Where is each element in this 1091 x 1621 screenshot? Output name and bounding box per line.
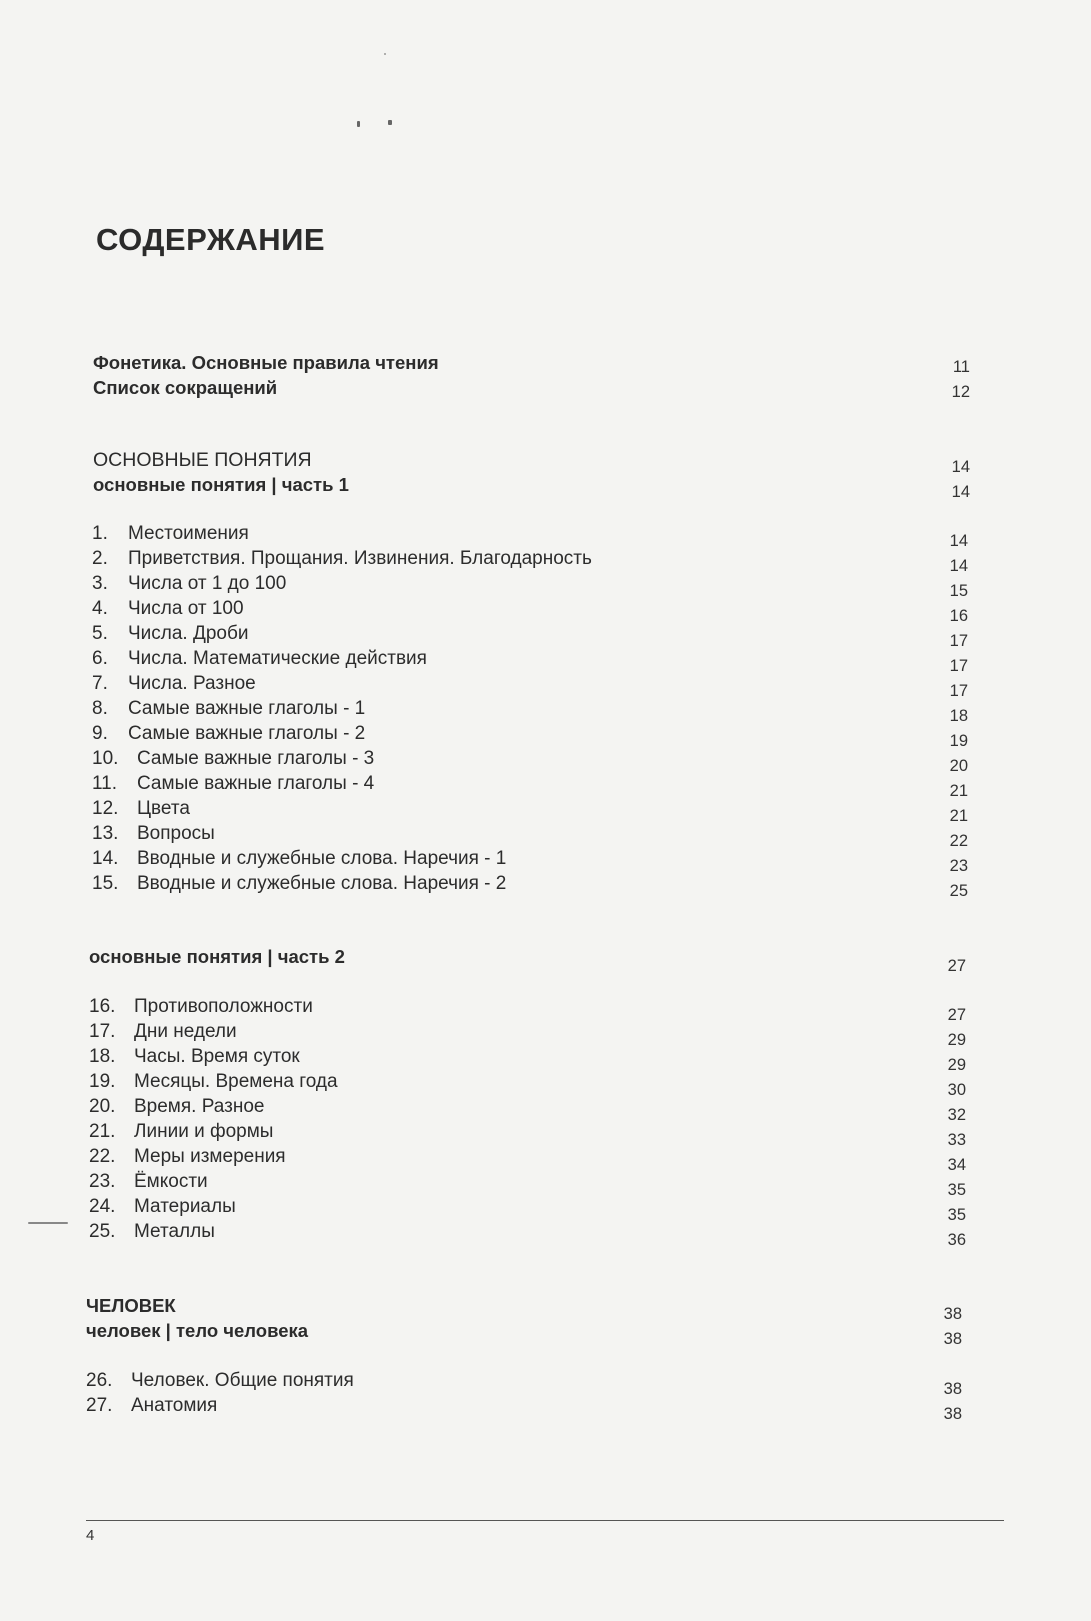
toc-page-number: 38	[943, 1380, 962, 1398]
toc-item-number: 21.	[89, 1121, 116, 1142]
toc-page-number: 27	[947, 957, 966, 975]
toc-page-number: 36	[947, 1231, 966, 1249]
toc-item	[0, 1196, 1091, 1222]
toc-page-number: 29	[947, 1056, 966, 1074]
toc-item	[0, 1046, 1091, 1072]
toc-item-title: Самые важные глаголы - 4	[137, 773, 375, 794]
toc-item	[0, 1395, 1091, 1421]
toc-item-number: 20.	[89, 1096, 116, 1117]
toc-item	[0, 648, 1091, 674]
toc-page-number: 18	[949, 707, 968, 725]
toc-page-number: 23	[949, 857, 968, 875]
toc-item	[0, 748, 1091, 774]
toc-item-title: Числа. Дроби	[128, 623, 249, 644]
page-title: СОДЕРЖАНИЕ	[96, 222, 326, 257]
toc-page-number: 17	[949, 682, 968, 700]
toc-item	[0, 548, 1091, 574]
toc-item-title: Анатомия	[131, 1395, 218, 1416]
toc-item-title: Числа. Математические действия	[128, 648, 427, 669]
toc-item-title: Дни недели	[134, 1021, 237, 1042]
toc-page-number: 35	[947, 1206, 966, 1224]
toc-item-title: ЧЕЛОВЕК	[86, 1295, 176, 1316]
toc-item	[0, 698, 1091, 724]
toc-item-title: Материалы	[134, 1196, 236, 1217]
toc-page-number: 17	[949, 657, 968, 675]
toc-item-number: 25.	[89, 1221, 116, 1242]
toc-page-number: 11	[952, 358, 970, 376]
toc-section-heading	[0, 1295, 1091, 1321]
scan-speck	[357, 121, 360, 127]
toc-page-number: 14	[949, 532, 968, 550]
page-number: 4	[86, 1527, 95, 1544]
toc-item-title: ОСНОВНЫЕ ПОНЯТИЯ	[93, 449, 312, 471]
toc-item-title: Вводные и служебные слова. Наречия - 1	[137, 848, 507, 869]
toc-item-title: Вопросы	[137, 823, 215, 844]
toc-page-number: 33	[947, 1131, 966, 1149]
toc-section-heading	[0, 1320, 1091, 1346]
toc-page-number: 30	[947, 1081, 966, 1099]
toc-item-title: Противоположности	[134, 996, 313, 1017]
toc-item-number: 8.	[92, 698, 108, 719]
toc-item	[0, 823, 1091, 849]
toc-section-heading	[0, 352, 1091, 378]
toc-item	[0, 1370, 1091, 1396]
toc-item-number: 10.	[92, 748, 119, 769]
toc-page-number: 38	[943, 1405, 962, 1423]
toc-item-title: Вводные и служебные слова. Наречия - 2	[137, 873, 507, 894]
toc-item-number: 14.	[92, 848, 119, 869]
toc-item-number: 2.	[92, 548, 108, 569]
toc-item	[0, 573, 1091, 599]
toc-item-number: 5.	[92, 623, 108, 644]
toc-item	[0, 1021, 1091, 1047]
toc-item-title: основные понятия | часть 2	[89, 946, 345, 967]
toc-item-number: 22.	[89, 1146, 116, 1167]
toc-item-number: 12.	[92, 798, 119, 819]
toc-item-number: 16.	[89, 996, 116, 1017]
toc-item-title: Местоимения	[128, 523, 249, 544]
toc-item-number: 24.	[89, 1196, 116, 1217]
toc-item	[0, 798, 1091, 824]
toc-item-title: основные понятия | часть 1	[93, 474, 349, 495]
toc-page-number: 34	[947, 1156, 966, 1174]
toc-item-number: 7.	[92, 673, 108, 694]
toc-section-heading	[0, 449, 1091, 475]
toc-item	[0, 1121, 1091, 1147]
toc-item	[0, 623, 1091, 649]
scan-speck	[384, 53, 386, 55]
toc-item	[0, 1146, 1091, 1172]
toc-page-number: 19	[949, 732, 968, 750]
toc-item	[0, 848, 1091, 874]
toc-page-number: 14	[949, 557, 968, 575]
toc-item	[0, 523, 1091, 549]
toc-page-number: 29	[947, 1031, 966, 1049]
toc-page-number: 16	[949, 607, 968, 625]
scan-speck	[388, 120, 392, 125]
toc-item-number: 4.	[92, 598, 108, 619]
toc-page-number: 38	[943, 1305, 962, 1323]
toc-item-number: 23.	[89, 1171, 116, 1192]
footer-divider	[86, 1520, 1004, 1521]
toc-item-number: 3.	[92, 573, 108, 594]
toc-page-number: 25	[949, 882, 968, 900]
toc-item	[0, 773, 1091, 799]
toc-item-number: 6.	[92, 648, 108, 669]
toc-item	[0, 673, 1091, 699]
toc-item-title: человек | тело человека	[86, 1320, 309, 1341]
toc-item-number: 26.	[86, 1370, 113, 1391]
toc-item-title: Время. Разное	[134, 1096, 265, 1117]
toc-page-number: 32	[947, 1106, 966, 1124]
toc-item-title: Часы. Время суток	[134, 1046, 300, 1067]
toc-item	[0, 598, 1091, 624]
toc-item-title: Список сокращений	[93, 377, 278, 398]
toc-item	[0, 1096, 1091, 1122]
toc-item-title: Самые важные глаголы - 2	[128, 723, 366, 744]
toc-item	[0, 996, 1091, 1022]
toc-page-number: 21	[949, 782, 968, 800]
toc-page-number: 14	[951, 458, 970, 476]
toc-item-title: Самые важные глаголы - 1	[128, 698, 366, 719]
toc-item-title: Фонетика. Основные правила чтения	[93, 352, 439, 373]
toc-page-number: 27	[947, 1006, 966, 1024]
toc-item-title: Линии и формы	[134, 1121, 274, 1142]
toc-item-number: 19.	[89, 1071, 116, 1092]
toc-item	[0, 1071, 1091, 1097]
toc-item	[0, 723, 1091, 749]
toc-page-number: 12	[951, 383, 970, 401]
toc-item	[0, 1171, 1091, 1197]
toc-item	[0, 1221, 1091, 1247]
toc-item-title: Числа от 100	[128, 598, 244, 619]
toc-item-number: 13.	[92, 823, 119, 844]
toc-item-title: Ёмкости	[134, 1171, 208, 1192]
toc-page-number: 35	[947, 1181, 966, 1199]
toc-item	[0, 873, 1091, 899]
toc-page-number: 15	[949, 582, 968, 600]
toc-item-number: 1.	[92, 523, 108, 544]
toc-item-number: 18.	[89, 1046, 116, 1067]
toc-section-heading	[0, 377, 1091, 403]
toc-page-number: 22	[949, 832, 968, 850]
toc-section-heading	[0, 474, 1091, 500]
toc-page-number: 21	[949, 807, 968, 825]
toc-item-title: Меры измерения	[134, 1146, 286, 1167]
toc-item-number: 17.	[89, 1021, 116, 1042]
toc-item-title: Цвета	[137, 798, 190, 819]
toc-item-title: Человек. Общие понятия	[131, 1370, 354, 1391]
toc-item-number: 15.	[92, 873, 119, 894]
toc-item-title: Числа от 1 до 100	[128, 573, 287, 594]
toc-item-title: Числа. Разное	[128, 673, 256, 694]
toc-section-heading	[0, 946, 1091, 975]
toc-item-number: 27.	[86, 1395, 113, 1416]
toc-item-number: 11.	[92, 773, 118, 794]
toc-item-title: Самые важные глаголы - 3	[137, 748, 375, 769]
toc-item-number: 9.	[92, 723, 108, 744]
toc-page-number: 20	[949, 757, 968, 775]
toc-item-title: Металлы	[134, 1221, 215, 1242]
toc-item-title: Месяцы. Времена года	[134, 1071, 338, 1092]
toc-item-title: Приветствия. Прощания. Извинения. Благодарность	[128, 548, 592, 569]
toc-page-number: 38	[943, 1330, 962, 1348]
toc-page-number: 17	[949, 632, 968, 650]
toc-page-number: 14	[951, 483, 970, 501]
